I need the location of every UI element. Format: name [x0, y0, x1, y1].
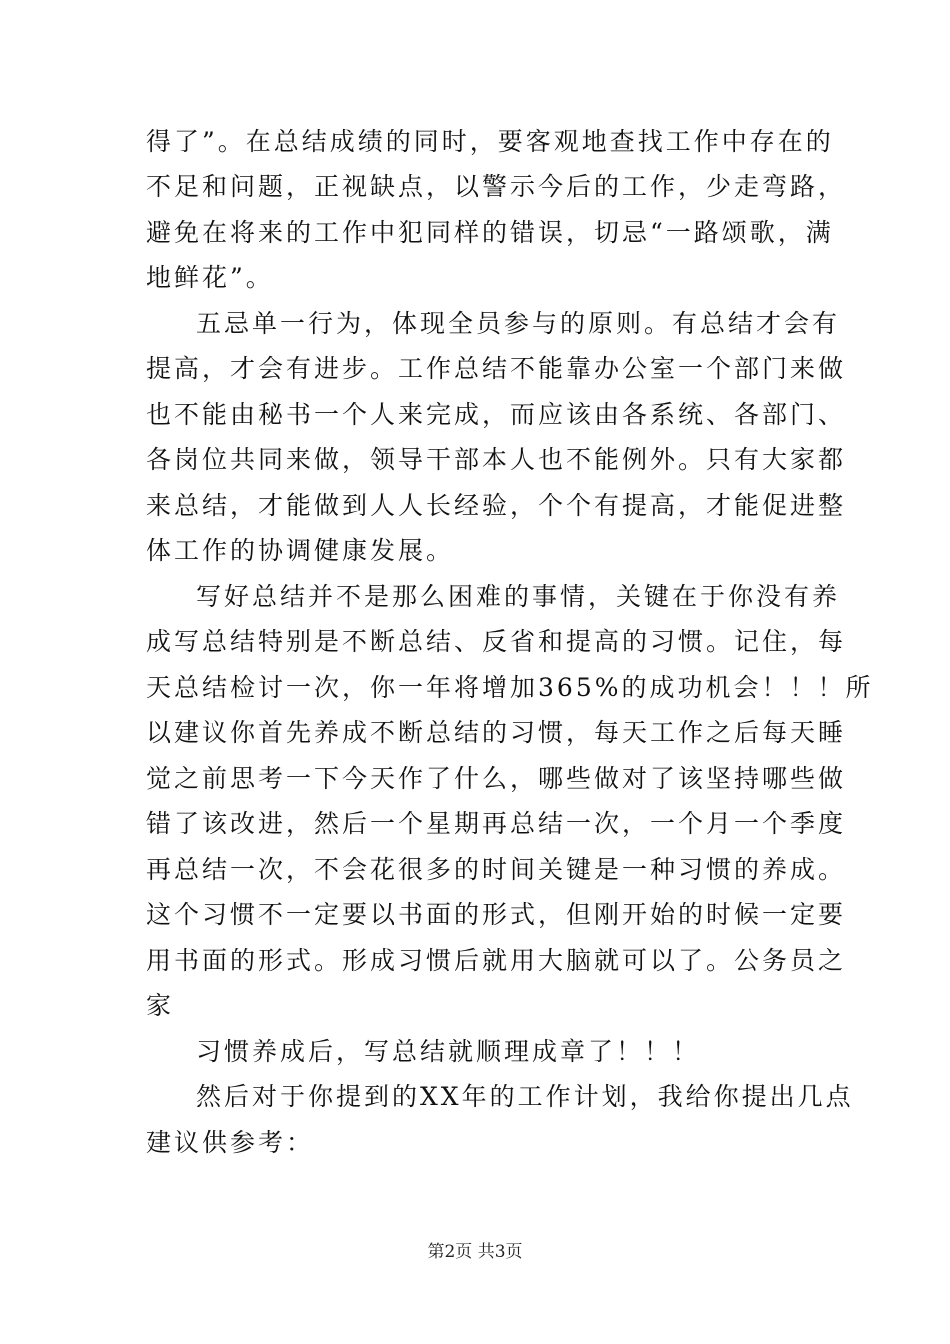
paragraph-first-line: 五忌单一行为，体现全员参与的原则。有总结才会有 — [196, 309, 841, 338]
text-line: 再总结一次，不会花很多的时间关键是一种习惯的养成。 — [146, 855, 847, 884]
text-line: 各岗位共同来做，领导干部本人也不能例外。只有大家都 — [146, 445, 847, 474]
text-line: 提高，才会有进步。工作总结不能靠办公室一个部门来做 — [146, 354, 847, 383]
text-line: 地鲜花”。 — [146, 263, 274, 292]
text-line: 体工作的协调健康发展。 — [146, 536, 455, 565]
text-line: 天总结检讨一次，你一年将增加365%的成功机会！！！所 — [146, 673, 874, 702]
text-line: 错了该改进，然后一个星期再总结一次，一个月一个季度 — [146, 809, 847, 838]
paragraph-first-line: 然后对于你提到的XX年的工作计划，我给你提出几点 — [196, 1082, 854, 1111]
text-line: 避免在将来的工作中犯同样的错误，切忌“一路颂歌，满 — [146, 218, 834, 247]
text-line: 成写总结特别是不断总结、反省和提高的习惯。记住，每 — [146, 627, 847, 656]
paragraph-first-line: 习惯养成后，写总结就顺理成章了！！！ — [196, 1037, 701, 1066]
text-line: 以建议你首先养成不断总结的习惯，每天工作之后每天睡 — [146, 718, 847, 747]
text-line: 不足和问题，正视缺点，以警示今后的工作，少走弯路， — [146, 172, 847, 201]
text-line: 得了”。在总结成绩的同时，要客观地查找工作中存在的 — [146, 127, 834, 156]
text-line: 这个习惯不一定要以书面的形式，但刚开始的时候一定要 — [146, 900, 847, 929]
text-line: 建议供参考： — [146, 1128, 315, 1157]
text-line: 家 — [146, 991, 175, 1020]
paragraph-first-line: 写好总结并不是那么困难的事情，关键在于你没有养 — [196, 582, 841, 611]
text-line: 来总结，才能做到人人长经验，个个有提高，才能促进整 — [146, 491, 847, 520]
text-line: 也不能由秘书一个人来完成，而应该由各系统、各部门、 — [146, 400, 847, 429]
text-line: 用书面的形式。形成习惯后就用大脑就可以了。公务员之 — [146, 946, 847, 975]
text-line: 觉之前思考一下今天作了什么，哪些做对了该坚持哪些做 — [146, 764, 847, 793]
page-number-footer: 第2页 共3页 — [427, 1242, 523, 1262]
